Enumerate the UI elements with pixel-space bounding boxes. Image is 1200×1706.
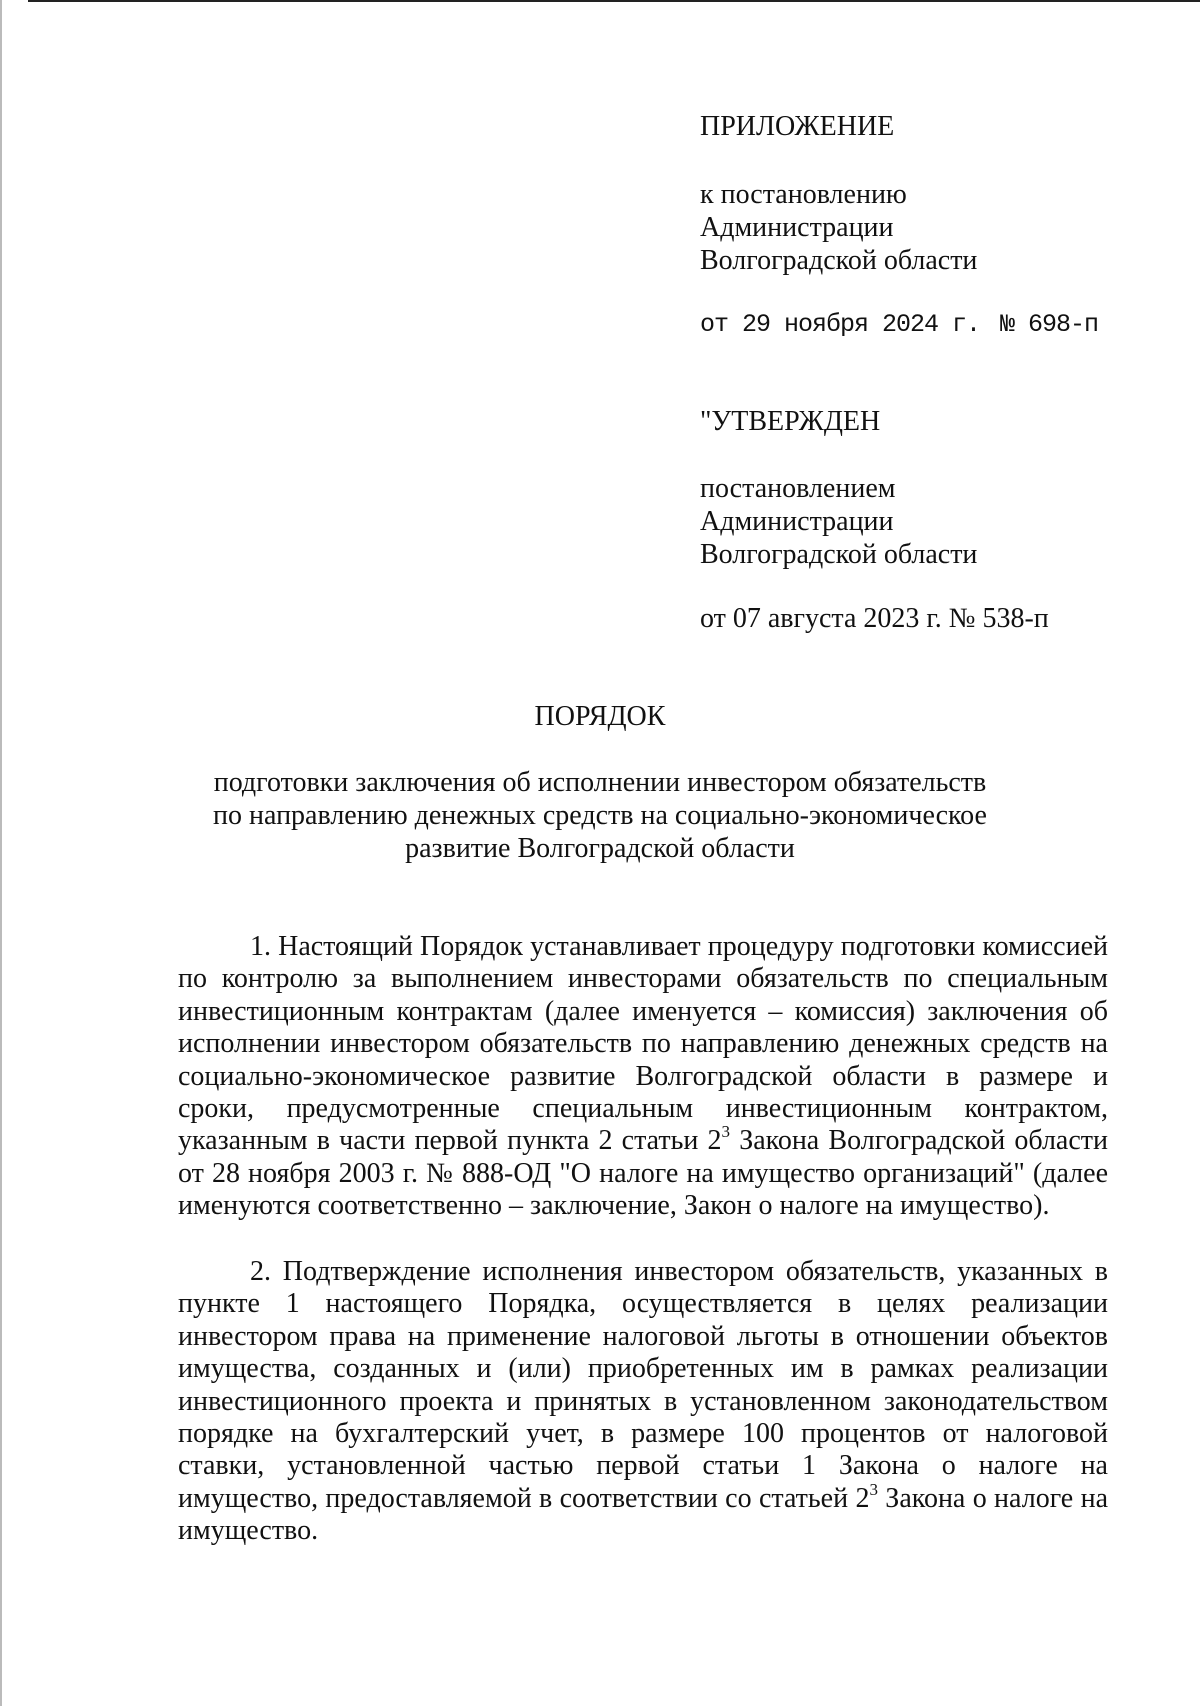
paragraph-2-superscript: 3	[869, 1479, 878, 1499]
appendix-title: ПРИЛОЖЕНИЕ	[700, 111, 895, 142]
paragraph-1-text-b: Закона Волгоградской области от 28 ноября 2003 г. № 888-ОД "О налоге на имущество организаций" (далее именуются соответственно – заключение, Закон о налоге на имущество).	[178, 1125, 1108, 1222]
decree-number: № 698-п	[1000, 310, 1099, 339]
paragraph-1-superscript: 3	[721, 1122, 731, 1142]
scan-edge-left	[0, 0, 2, 1706]
approved-title: "УТВЕРЖДЕН	[700, 406, 881, 437]
subtitle-line-1: подготовки заключения об исполнении инвестором обязательств	[213, 767, 987, 798]
subtitle-line-3: развитие Волгоградской области	[405, 833, 795, 864]
paragraph-2-text-b: Закона о налоге на имущество.	[178, 1482, 1109, 1547]
approved-line-1: постановлением	[700, 473, 896, 504]
scan-edge-top	[28, 0, 1200, 2]
subtitle-line-2: по направлению денежных средств на социально-экономическое	[213, 800, 987, 831]
approved-line-2: Администрации	[700, 506, 894, 537]
approved-line-3: Волгоградской области	[700, 539, 978, 570]
appendix-to-line-3: Волгоградской области	[700, 245, 978, 276]
paragraph-2-text-a: 2. Подтверждение исполнения инвестором обязательств, указанных в пункте 1 настоящего Порядка, осуществляется в целях реализации инвестором права на применение налоговой льготы в отношении объектов имущества, созданных и (или) приобретенных им в рамках реализации инвестиционного проекта и принятых в установленном законодательством порядке на бухгалтерский учет, в размере 100 процентов от налоговой ставки, установленной частью первой статьи 1 Закона о налоге на имущество, предоставляемой в соответствии со статьей 2	[178, 1256, 1108, 1514]
paragraph-2	[178, 1256, 1108, 1548]
approved-date: от 07 августа 2023 г. № 538-п	[700, 603, 1049, 634]
decree-date: от 29 ноября 2024 г.	[700, 310, 981, 339]
appendix-to-line-2: Администрации	[700, 212, 894, 243]
paragraph-1	[178, 931, 1108, 1223]
document-title: ПОРЯДОК	[534, 701, 666, 732]
paragraph-1-text-a: 1. Настоящий Порядок устанавливает процедуру подготовки комиссией по контролю за выполнением инвесторами обязательств по специальным инвестиционным контрактам (далее именуется – комиссия) заключения об исполнении инвестором обязательств по направлению денежных средств на социально-экономическое развитие Волгоградской области в размере и сроки, предусмотренные специальным инвестиционным контрактом, указанным в части первой пункта 2 статьи 2	[178, 931, 1108, 1157]
appendix-to-line-1: к постановлению	[700, 179, 907, 210]
